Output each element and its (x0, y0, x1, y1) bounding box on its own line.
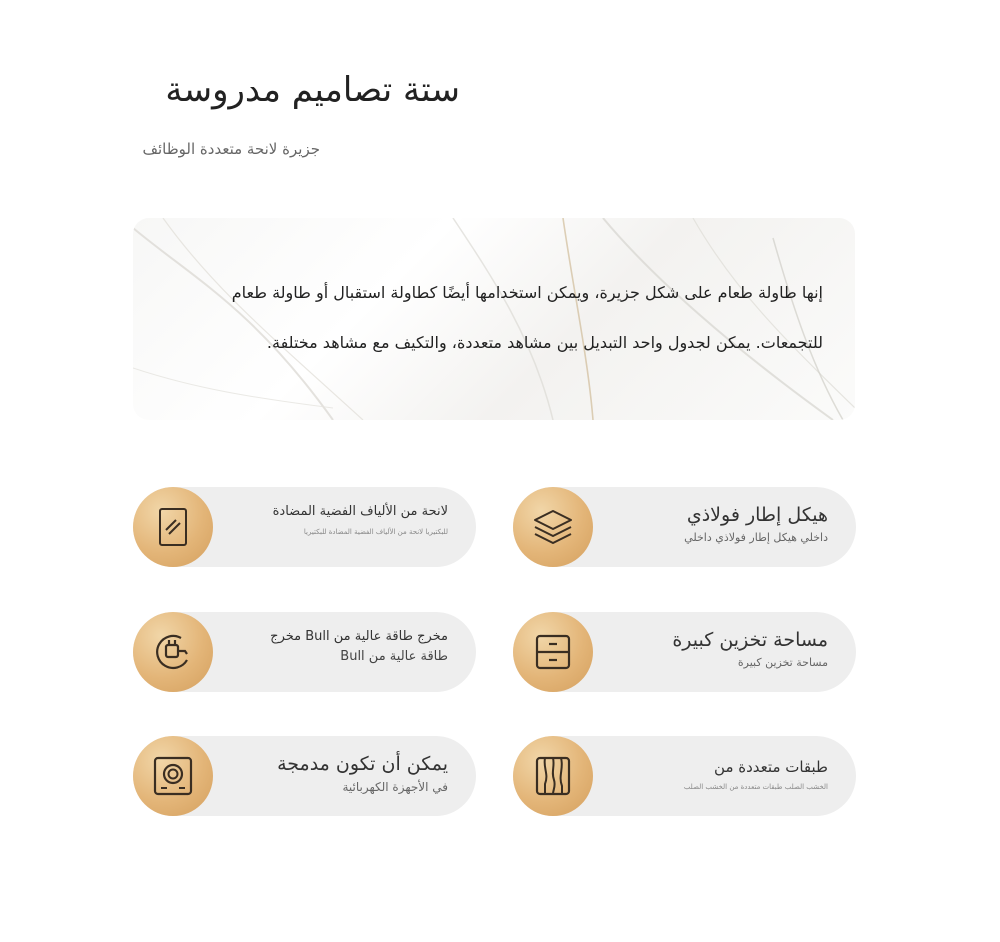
feature-antibacterial-panel (133, 487, 476, 567)
intro-text (163, 268, 823, 368)
feature-power-outlet (133, 612, 476, 692)
feature-title: مخرج طاقة عالية من Bull مخرج (270, 629, 448, 644)
layers-icon (531, 505, 575, 549)
feature-title: يمكن أن تكون مدمجة (277, 753, 448, 775)
wood-grain-icon (531, 754, 575, 798)
glass-panel-icon (151, 505, 195, 549)
cooktop-icon (151, 754, 195, 798)
intro-line-2: للتجمعات. يمكن لجدول واحد التبديل بين مشاهد متعددة، والتكيف مع مشاهد مختلفة. (266, 333, 823, 352)
feature-steel-frame (513, 487, 856, 567)
feature-subtitle: داخلي هيكل إطار فولاذي داخلي (684, 531, 828, 544)
feature-title: هيكل إطار فولاذي (686, 504, 828, 526)
feature-subtitle: مساحة تخزين كبيرة (737, 656, 828, 669)
marble-intro-panel (133, 218, 855, 420)
feature-title: طبقات متعددة من (714, 758, 828, 776)
intro-line-1: إنها طاولة طعام على شكل جزيرة، ويمكن استخدامها أيضًا كطاولة استقبال أو طاولة طعام (231, 283, 823, 302)
feature-solid-wood (513, 736, 856, 816)
page-title: ستة تصاميم مدروسة (165, 70, 460, 110)
feature-subtitle: في الأجهزة الكهربائية (342, 780, 448, 794)
feature-storage (513, 612, 856, 692)
feature-title: مساحة تخزين كبيرة (672, 629, 828, 651)
feature-subtitle: الخشب الصلب طبقات متعددة من الخشب الصلب (683, 783, 828, 791)
feature-built-in-appliances (133, 736, 476, 816)
feature-subtitle: للبكتيريا لانحة من الألياف الفضية المضادة للبكتيريا (303, 528, 448, 536)
feature-subtitle: طاقة عالية من Bull (340, 649, 448, 664)
feature-title: لانحة من الألياف الفضية المضادة (272, 504, 448, 519)
drawer-icon (531, 630, 575, 674)
power-plug-icon (151, 630, 195, 674)
page-subtitle: جزيرة لانحة متعددة الوظائف (142, 140, 320, 158)
